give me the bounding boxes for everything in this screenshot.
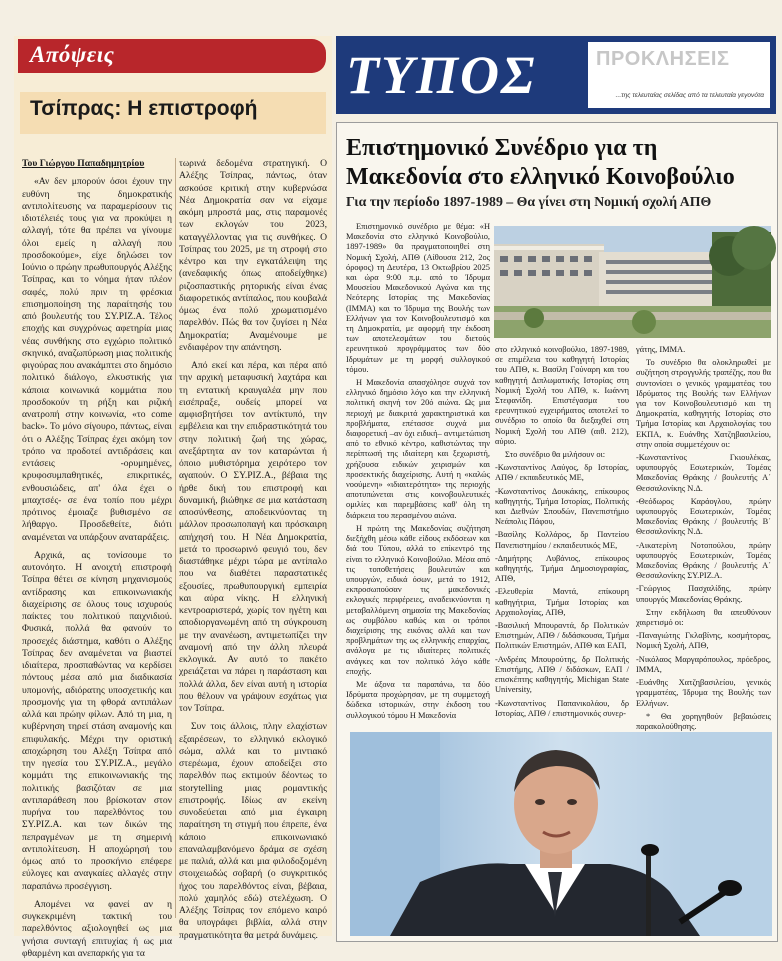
opinion-column-1: [22, 158, 172, 959]
speaker-item: -Βασίλης Κολλάρος, δρ Παντείου Πανεπιστημίου / εκπαιδευτικός ΜΕ,: [495, 530, 629, 550]
speaker-item: -Ελευθερία Μαντά, επίκουρη καθηγήτρια, Τμήμα Ιστορίας και Αρχαιολογίας, ΑΠΘ,: [495, 587, 629, 617]
opinion-paragraph: τωρινά δεδομένα στρατηγική. Ο Αλέξης Τσίπρας, πάντως, όταν ασκούσε κριτική στην κυβερνώσα Νέα Δημοκρατία σαν να είχαμε ακόμη μπροστά μας, στις παραμονές των εκλογών του 2023, καταγγέλλοντας για τις συνθήκες. Ο Τσίπρας του 2025, με τη στροφή στο κέντρο και την εγκατάλειψη της (ανεδαφικής όπως αποδείχθηκε) ριζοσπαστικής ρητορικής είναι ένας διαφορετικός αντίπαλος, που κουβαλά όμως ένα πολύ χρωματισμένο παρελθόν. Πώς θα τον ζυγίσει η Νέα Δημοκρατία; Αναμένουμε με ενδιαφέρον την απάντηση.: [179, 158, 327, 353]
opinion-paragraph: Αρχικά, ας τονίσουμε το αυτονόητο. Η ανοιχτή επιστροφή Τσίπρα θέτει σε κίνηση μηχανισμούς αντίδρασης και επικοινωνιακής διαχείρισης σε όλους τους ισχυρούς παίκτες του πολιτικού παιχνιδιού. Φυσικά, πολλά θα φανούν το προσεχές διάστημα, καθότι ο Αλέξης Τσίπρας δεν αναμένεται να βιαστεί ιδιαίτερα, προσπαθώντας να κερδίσει πόντους μέσα από μια διαδικασία υπομονής, αδιόρατης υποσχετικής και προσμονής για τη φθορά αντιπάλων αλλά και πρώην φίλων. Από τη μια, η κυβέρνηση τηρεί στάση αναμονής και επιφυλακής. Μέχρι την οριστική αποχώρηση του Αλέξη Τσίπρα από την ηγεσία του ΣΥ.ΡΙΖ.Α., μεγάλο κομμάτι της επικοινωνιακής της πολιτικής βασιζόταν σε μια αντιπαράθεση που βρίσκοταν στον πυρήνα του παρελθόντος του ΣΥ.ΡΙΖ.Α. και των δικών της πεπραγμένων με τη σημερινή αντιπολίτευση. Η αποχώρησή του όμως από το προσκήνιο επέφερε εύλογες και αναγκαίες αλλαγές στην παραπάνω προσέγγιση.: [22, 549, 172, 892]
speaker-item: -Βασιλική Μπουραντά, δρ Πολιτικών Επιστημών, ΑΠΘ / διδάσκουσα, Τμήμα Πολιτικών Επιστημών, ΑΠΘ και ΕΑΠ,: [495, 621, 629, 651]
article-paragraph: Στο συνέδριο θα μιλήσουν οι:: [505, 450, 606, 460]
panel-item: -Κωνσταντίνος Γκιουλέκας, υφυπουργός Εσωτερικών, Τομέας Μακεδονίας Θράκης / βουλευτής Α΄ Θεσσαλονίκης Ν.Δ.: [636, 453, 771, 493]
article-paragraph: Στην εκδήλωση θα απευθύνουν χαιρετισμό οι:: [636, 607, 771, 628]
article-note: * Θα χορηγηθούν βεβαιώσεις παρακολούθησης.: [636, 711, 771, 731]
column-divider: [175, 158, 176, 918]
article-column-1: [346, 222, 490, 727]
article-paragraph: Η πρώτη της Μακεδονίας συζήτηση διεξήχθη μέσω κάθε είδους εκδόσεων και διά του Τύπου, αλλά το επίκεντρό της είναι το ελληνικό Κοινοβούλιο. Μέσα από τις τοποθετήσεις βουλευτών και υπουργών, ειδικά όσων, μετά το 1912, εκπροσωπούσαν τις μακεδονικές εκλογικές περιφέρειες, αναδεικνύονται η μεταβαλλόμενη σημασία της Μακεδονίας ως συμβόλου καθώς και οι τρόποι διαχείρισης της εικόνας αλλά και των προβλημάτων της ως ελληνικής επαρχίας, ανάλογα με τις ιδιαίτερες πολιτικές ανάγκες και τον πολιτικό λόγο κάθε εποχής.: [346, 523, 490, 676]
speaker-item: -Ανδρέας Μπουρούτης, δρ Πολιτικής Επιστήμης, ΑΠΘ / διδάσκων, ΕΑΠ / επισκέπτης καθηγητής, Michigan State University,: [495, 654, 629, 695]
opinion-headline: Τσίπρας: Η επιστροφή: [30, 97, 258, 120]
greeting-item: -Νικόλαος Μαργαρόπουλος, πρόεδρος, ΙΜΜΑ,: [636, 654, 771, 674]
building-photo: [494, 226, 771, 338]
opinion-paragraph: Απομένει να φανεί αν η συγκεκριμένη τακτική του παρελθόντος αξιολογηθεί ως μια γνήσια συνταγή επιτυχίας ή ως μια φθαρμένη και ανεπαρκής για τα: [22, 898, 172, 959]
article-paragraph: γάτης, ΙΜΜΑ.: [636, 345, 686, 354]
byline: Του Γιώργου Παπαδημητρίου: [22, 158, 145, 169]
section-banner: [18, 39, 326, 73]
article-title: Επιστημονικό Συνέδριο για τη Μακεδονία στο ελληνικό Κοινοβούλιο: [346, 135, 735, 190]
opinion-paragraph: Από εκεί και πέρα, και πέρα από την αρχική μεταφυσική λαχτάρα και τη εντατική κραυγαλέα μην που εισέπραξε, ουδείς μπορεί να αμφισβητήσει τον αντίκτυπό, την εμβέλεια και την επιδραστικότητά του στην πολιτική ζωή της χώρας, ανεξάρτητα αν τον καταρώνται ή όποιο μυθιστόρημα χειρότερο τον αγαπούν. Ο ΣΥ.ΡΙΖ.Α., βέβαια της ήρθε δική του επιστροφή και δυναμική, βιώθηκε σε μια κατάσταση αποσύνθεσης, αποδεικνύοντας τη μάλλον προσωποπαγή και πρόσκαιρη απήχησή του. Η Νέα Δημοκρατία, μετά το προσωρινό φευγιό του, δεν διαστάθηκε μέχρι τώρα με αντίπαλο που να διαθέτει παραστατικές εξουσίες, πρωθυπουργική εμπειρία και αύρα νίκης. Η ελληνική κεντροαριστερά, χωρίς τον ηγέτη και αποδιοργανωμένη από τη σύγκρουση με την ανανέωση, αντιμετωπίζει την αναμονή από την άλλη πλευρά εκλογικά. Αν αυτό το πακέτο χρειάζεται να πάρει η παράσταση και πολλά άλλα, δεν είναι αυτή η ιστορία που θέλουν να γράψουν εσχάτως για τον Τσίπρα.: [179, 360, 327, 714]
panel-item: -Αικατερίνη Νοτοπούλου, πρώην υφυπουργός Εσωτερικών, Τομέας Μακεδονίας Θράκης / βουλευτής Α΄ Θεσσαλονίκης ΣΥ.ΡΙΖ.Α.: [636, 540, 771, 581]
opinion-column-2: [179, 158, 327, 941]
panel-item: -Γεώργιος Πασχαλίδης, πρώην υπουργός Μακεδονίας Θράκης.: [636, 584, 771, 604]
politician-illustration: [350, 732, 772, 936]
greeting-item: -Παναγιώτης Γκλαβίνης, κοσμήτορας, Νομική Σχολή, ΑΠΘ,: [636, 631, 771, 651]
panel-item: -Θεόδωρος Καράογλου, πρώην υφυπουργός Εσωτερικών, Τομέας Μακεδονίας Θράκης / βουλευτής Β΄ Θεσσαλονίκης Ν.Δ.: [636, 496, 771, 537]
masthead-logo: ΤΥΠΟΣ: [346, 45, 537, 105]
building-illustration: [494, 226, 771, 338]
politician-photo: [350, 732, 772, 936]
speaker-item: -Κωνσταντίνος Λαύγος, δρ Ιστορίας, ΑΠΘ / εκπαιδευτικός ΜΕ,: [495, 463, 629, 483]
speaker-item: -Κωνσταντίνος Δουκάκης, επίκουρος καθηγητής, Τμήμα Ιστορίας, Πολιτικής και Διεθνών Σπουδών, Πανεπιστήμιο Νεάπολις Πάφου,: [495, 486, 629, 527]
article-paragraph: Επιστημονικό συνέδριο με θέμα: «Η Μακεδονία στο ελληνικό Κοινοβούλιο, 1897-1989» θα πραγματοποιηθεί στη Νομική Σχολή, ΑΠΘ (Αίθουσα 212, 2ος όροφος) τη Δευτέρα, 13 Οκτωβρίου 2025 και ώρα 9:00 π.μ. από το Ίδρυμα Μουσείου Μακεδονικού Αγώνα και της Νεότερης Ιστορίας της Μακεδονίας (ΙΜΜΑ) και το Ίδρυμα της Βουλής των Ελλήνων για τον Κοινοβουλευτισμό και τη Δημοκρατία, με αφορμή την έκδοση των αποτελεσμάτων του διετούς ερευνητικού προγράμματος των δύο Ιδρυμάτων με τη μορφή συλλογικού τόμου.: [346, 222, 490, 374]
section-label: Απόψεις: [30, 42, 115, 67]
speaker-item: -Κωνσταντίνος Παπανικολάου, δρ Ιστορίας, ΑΠΘ / επιστημονικός συνερ-: [495, 698, 629, 718]
article-paragraph: Το συνέδριο θα ολοκληρωθεί με συζήτηση στρογγυλής τραπέζης, που θα συντονίσει ο γενικός γραμματέας του Ιδρύματος της Βουλής των Ελλήνων για τον Κοινοβουλευτισμό και τη Δημοκρατία, καθηγητής Ιστορίας στο Τμήμα Ιστορίας και Αρχαιολογίας του ΕΚΠΑ, κ. Ευάνθης Χατζηβασιλείου, στην οποία συμμετέχουν οι:: [636, 358, 771, 449]
masthead-tagline: ...της τελευταίας σελίδας από τα τελευταία γεγονότα: [615, 92, 764, 99]
opinion-paragraph: «Αν δεν μπορούν όσοι έχουν την ευθύνη της δημοκρατικής αντιπολίτευσης να παραμερίσουν τις ιδιοτέλειές τους για να προκύψει η αλλαγή, τότε θα πρέπει να γίνουμε όλοι εμείς η αλλαγή που προσδοκούμε», είχε δηλώσει τον Ιούνιο ο πρώην πρωθυπουργός Αλέξης Τσίπρας, και το νόημα ήταν πλέον σαφές, πολύ πριν τη φρέσκια επισημοποίηση της παραίτησής του από βουλευτής του ΣΥ.ΡΙΖ.Α. Τέλος εποχής και συγχρόνως αφετηρία μιας νέας συνθήκης στο εγχώριο πολιτικό σκηνικό, αναζωπύρωση μιας πολιτικής φιγούρας που ανακάμπτει στο δημόσιο πολιτικό διάλογο, ελκυστικής για κάποια κοινωνικά κομμάτια που προσδοκούν τη ρήξη και ριζική ανατροπή στην κοινωνία, «το come back». Το μόνο σίγουρο, πάντως, είναι ότι ο Αλέξης Τσίπρας έχει ακόμη τον τρόπο να προδοτεί αντιδράσεις και εντάσεις -ορυμημένες, κρυφοσυμπαθητικές, επικριτικές, ενθουσιώδεις, απ' όλα έχει ο μπαχτσές- σε ένα τοπίο που μέχρι πρότινος έμοιαζε βυθισμένο σε λήθαργο. Προσδεθείτε, διότι αναμένεται να υπάρξουν αναταράξεις.: [22, 176, 172, 543]
speaker-item: -Δημήτρης Λυβάνιος, επίκουρος καθηγητής, Τμήμα Δημοσιογραφίας, ΑΠΘ,: [495, 553, 629, 584]
article-paragraph: Η Μακεδονία απασχόλησε συχνά τον ελληνικό δημόσιο λόγο και την ελληνική πολιτική σκηνή τον 20ό αιώνα. Ως μια περιοχή με διακριτά χαρακτηριστικά και προβλήματα, επέτασσε συχνά μια διαφορετική –αν όχι ειδική– αντιμετώπιση από το εθνικό κέντρο, καθιστώντας την περίπτωσή της ιδιαίτερη και ξεχωριστή, χρήζουσα ειδικών χειρισμών και προσεκτικής διαχείρισης. Αυτή η «καλώς νοούμενη» «ιδιαιτερότητα» της περιοχής αποτυπώνεται στις κοινοβουλευτικές ομιλίες και παρεμβάσεις καθ' όλη τη διάρκεια του περασμένου αιώνα.: [346, 378, 490, 520]
opinion-headline-box: [20, 92, 326, 134]
opinion-paragraph: Συν τοις άλλοις, πλην ελαχίστων εξαιρέσεων, το ελληνικό εκλογικό σώμα, αλλά και το μιντιακό στερέωμα, έχουν αποδείξει στο παρελθόν πως εκτιμούν δέοντως το storytelling μιας ρομαντικής επιστροφής. Ιδίως αν εκείνη συνοδεύεται από μια έγκαιρη παραίτηση τη στιγμή που έπρεπε, ένα κάποιο επικοινωνιακό επαναλαμβανόμενο δράμα σε σχέση με παλιά, αλλά και μια φιλοδοξομένη στοιχειωδώς σοβαρή (ο συγκριτικός ήχος του παρελθόντος είναι, βέβαια, πολύ χαμηλός εδώ) στελέχωση. Ο Αλέξης Τσίπρας τον επόμενο καιρό θα υπογράφει βιβλία, αλλά στην πραγματικότητα θα μετρά δυνάμεις.: [179, 721, 327, 941]
masthead-section-pane: [588, 42, 770, 108]
greeting-item: -Ευάνθης Χατζηβασιλείου, γενικός γραμματέας, Ίδρυμα της Βουλής των Ελλήνων.: [636, 678, 771, 708]
article-column-2: [495, 345, 629, 728]
masthead-section-title: ΠΡΟΚΛΗΣΕΙΣ: [596, 48, 730, 70]
article-paragraph: στο ελληνικό κοινοβούλιο, 1897-1989, σε επιμέλεια του καθηγητή Ιστορίας του ΑΠΘ, κ. Βασίλη Γούναρη και του καθηγητή Διπλωματικής Ιστορίας στη Νομική Σχολή του ΑΠΘ, κ. Ιωάννη Στεφανίδη. Επιστέγασμα του ερευνητικού εγχειρήματος αποτελεί το συνέδριο το οποίο θα διεξαχθεί στη Νομική Σχολή του ΑΠΘ (αιθ. 212), αύριο.: [495, 345, 629, 446]
article-subtitle: Για την περίοδο 1897-1989 – Θα γίνει στη Νομική σχολή ΑΠΘ: [346, 194, 712, 209]
article-column-3: [636, 345, 771, 731]
article-paragraph: Με άξονα τα παραπάνω, τα δύο Ιδρύματα προχώρησαν, με τη συμμετοχή δώδεκα ιστορικών, στην έκδοση του συλλογικού τόμου Η Μακεδονία: [346, 679, 490, 720]
